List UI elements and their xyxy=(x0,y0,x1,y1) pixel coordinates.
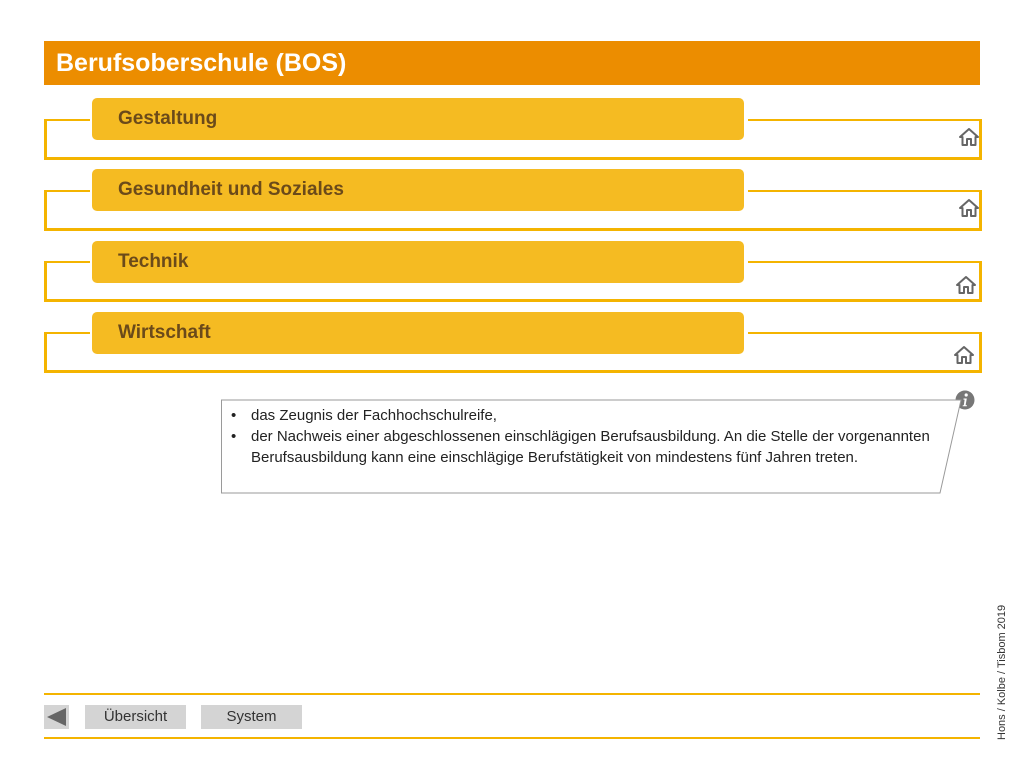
bullet: • xyxy=(231,407,237,424)
footer-divider xyxy=(44,693,980,695)
frame-line xyxy=(979,119,982,159)
frame-line xyxy=(748,332,982,334)
frame-line xyxy=(44,119,47,159)
back-button[interactable] xyxy=(44,705,69,729)
section-button-gesundheit-und-soziales[interactable] xyxy=(92,169,744,211)
home-icon[interactable] xyxy=(956,275,976,295)
section-label: Gestaltung xyxy=(118,108,218,129)
list-item xyxy=(221,405,943,426)
frame-line xyxy=(44,190,47,230)
title-bar xyxy=(44,41,980,85)
overview-button[interactable]: Übersicht xyxy=(85,705,186,729)
page-title: Berufsoberschule (BOS) xyxy=(56,49,347,77)
section-button-gestaltung[interactable] xyxy=(92,98,744,140)
frame-line xyxy=(44,119,90,121)
frame-line xyxy=(748,261,982,263)
frame-line xyxy=(748,119,982,121)
list-item xyxy=(221,426,943,468)
home-icon[interactable] xyxy=(959,127,979,147)
bullet: • xyxy=(231,428,237,445)
footer-divider xyxy=(44,737,980,739)
frame-line xyxy=(44,299,982,302)
frame-line xyxy=(44,228,982,231)
frame-line xyxy=(979,190,982,230)
frame-line xyxy=(44,332,90,334)
home-icon[interactable] xyxy=(954,345,974,365)
info-note-list xyxy=(221,405,943,468)
frame-line xyxy=(44,261,47,301)
frame-line xyxy=(979,332,982,372)
section-button-technik[interactable] xyxy=(92,241,744,283)
frame-line xyxy=(44,190,90,192)
frame-line xyxy=(44,157,982,160)
section-label: Gesundheit und Soziales xyxy=(118,179,344,200)
frame-line xyxy=(44,261,90,263)
system-button[interactable]: System xyxy=(201,705,302,729)
back-arrow-icon xyxy=(44,705,69,729)
section-label: Wirtschaft xyxy=(118,322,211,343)
section-button-wirtschaft[interactable] xyxy=(92,312,744,354)
list-item-text: das Zeugnis der Fachhochschulreife, xyxy=(251,407,497,424)
list-item-text: der Nachweis einer abgeschlossenen einschlägigen Berufsausbildung. An die Stelle der vorgenannten Berufsausbildung kann eine einschlägige Berufstätigkeit von mindestens fünf Jahren treten. xyxy=(251,428,930,466)
frame-line xyxy=(748,190,982,192)
frame-line xyxy=(44,370,982,373)
frame-line xyxy=(979,261,982,301)
home-icon[interactable] xyxy=(959,198,979,218)
credit-text: Hons / Kolbe / Tisbom 2019 xyxy=(996,604,1008,740)
frame-line xyxy=(44,332,47,372)
section-label: Technik xyxy=(118,251,189,272)
